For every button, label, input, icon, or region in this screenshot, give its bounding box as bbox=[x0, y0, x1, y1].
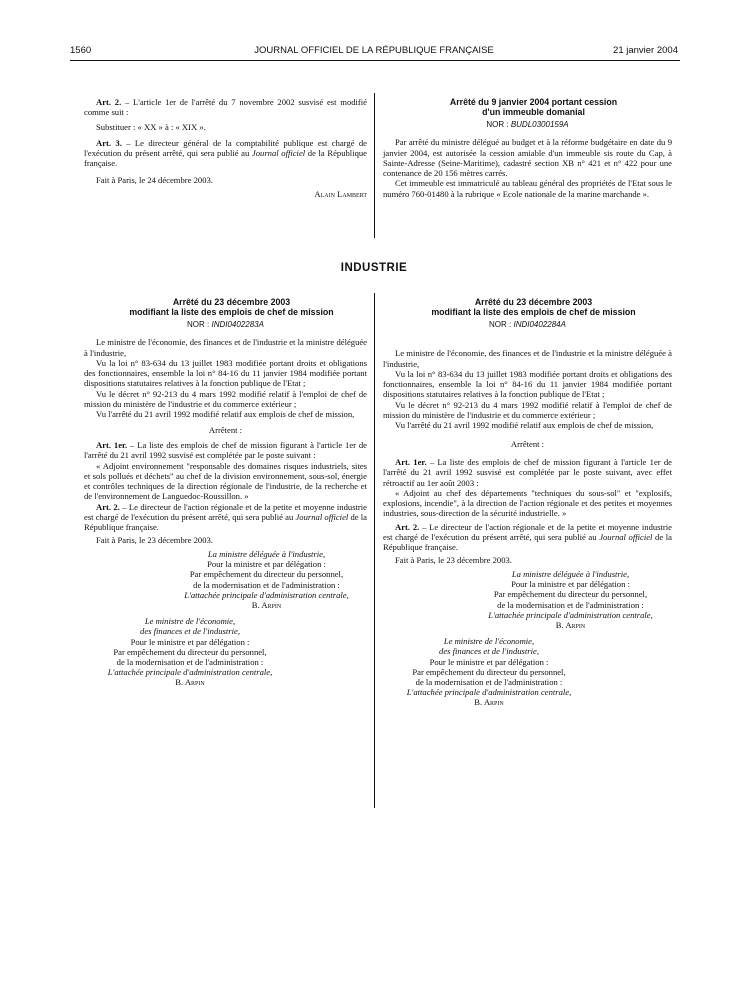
article-2-paragraph: Art. 2. – Le directeur de l'action régionale et de la petite et moyenne industrie est chargé de l'exécution du présent arrêté, qui sera publié au Journal officiel de la République française. bbox=[383, 521, 672, 553]
nor-reference: NOR : INDI0402283A bbox=[187, 320, 264, 329]
signature: B. Arpin bbox=[474, 697, 504, 708]
article-1-paragraph: Art. 1er. – La liste des emplois de chef de mission figurant à l'article 1er de l'arrêté du 21 avril 1992 susvisé est complétée par le poste suivant : bbox=[84, 439, 367, 461]
top-left-column bbox=[84, 97, 367, 199]
header-rule bbox=[70, 60, 680, 61]
nor-reference: NOR : BUDL0300159A bbox=[486, 120, 569, 129]
issue-date: 21 janvier 2004 bbox=[613, 45, 678, 56]
journal-title: JOURNAL OFFICIEL DE LA RÉPUBLIQUE FRANÇAISE bbox=[254, 45, 494, 56]
signature-block-1: La ministre déléguée à l'industrie, Pour la ministre et par délégation : Par empêchement du directeur du personnel, de la modernisation et de l'administration : L'attachée principale d'administration centrale, B. Arpin bbox=[457, 569, 672, 630]
signature: B. Arpin bbox=[251, 599, 282, 610]
signature: B. Arpin bbox=[175, 677, 205, 688]
nor-reference: NOR : INDI0402284A bbox=[489, 320, 566, 329]
arrete-title: Arrêté du 9 janvier 2004 portant cession bbox=[449, 97, 618, 107]
article-1-paragraph: Art. 1er. – La liste des emplois de chef de mission figurant à l'article 1er de l'arrêté du 21 avril 1992 susvisé est complétée par le poste suivant, avec effet rétroactif au 1er août 2003 : bbox=[383, 456, 673, 488]
body-paragraph: Cet immeuble est immatriculé au tableau général des propriétés de l'Etat sous le numéro 760-01480 à la rubrique « Ecole nationale de la marine marchande ». bbox=[383, 178, 672, 199]
signature-block-2: Le ministre de l'économie, des finances et de l'industrie, Pour le ministre et par délégation : Par empêchement du directeur du personnel, de la modernisation et de l'administration : L'attachée principale d'administration centrale, B. Arpin bbox=[84, 616, 284, 687]
signature: B. Arpin bbox=[555, 619, 586, 630]
article-1-quote: « Adjoint au chef des départements "techniques du sous-sol" et "explosifs, explosions, incendie", à la direction de l'action régionale et des petites et moyennes industries, sous-direction de la sécurité industrielle. » bbox=[383, 487, 672, 519]
column-divider bbox=[374, 93, 375, 238]
arretent: Arrêtent : bbox=[510, 438, 545, 449]
fait-a-paris: Fait à Paris, le 23 décembre 2003. bbox=[395, 554, 512, 565]
article-2-paragraph: Art. 2. – L'article 1er de l'arrêté du 7 novembre 2002 susvisé est modifié comme suit : bbox=[84, 97, 367, 118]
section-title: INDUSTRIE bbox=[340, 262, 408, 274]
page-number: 1560 bbox=[70, 45, 92, 56]
article-3-paragraph: Art. 3. – Le directeur général de la comptabilité publique est chargé de l'exécution du présent arrêté, qui sera publié au Journal officiel de la République française. bbox=[84, 137, 367, 169]
article-2-paragraph: Art. 2. – Le directeur de l'action régionale et de la petite et moyenne industrie est chargé de l'exécution du présent arrêté, qui sera publié au Journal officiel de la République française. bbox=[84, 501, 367, 533]
signature-block-2: Le ministre de l'économie, des finances et de l'industrie, Pour le ministre et par délégation : Par empêchement du directeur du personnel, de la modernisation et de l'administration : L'attachée principale d'administration centrale, B. Arpin bbox=[383, 636, 583, 707]
column-divider bbox=[374, 293, 375, 808]
top-right-column: Arrêté du 9 janvier 2004 portant cession d'un immeuble domanial NOR : BUDL0300159A Par arrêté du ministre délégué au budget et à la réforme budgétaire en date du 9 janvier 2004, est autorisée la cession amiable d'un immeuble sis route du Cap, à Sainte-Adresse (Seine-Maritime), cadastré section XB n° 421 et n° 422 pour une contenance de 20 156 mètres carrés. Cet immeuble est immatriculé au tableau général des propriétés de l'Etat sous le numéro 760-01480 à la rubrique « Ecole nationale de la marine marchande ». bbox=[383, 97, 672, 199]
signature-block-1: La ministre déléguée à l'industrie, Pour la ministre et par délégation : Par empêchement du directeur du personnel, de la modernisation et de l'administration : L'attachée principale d'administration centrale, B. Arpin bbox=[154, 549, 367, 610]
signature: Alain Lambert bbox=[314, 189, 367, 200]
fait-a-paris: Fait à Paris, le 23 décembre 2003. bbox=[96, 534, 213, 545]
arrete-title: Arrêté du 23 décembre 2003 bbox=[474, 297, 593, 307]
right-arrete: Arrêté du 23 décembre 2003 modifiant la liste des emplois de chef de mission NOR : INDI0402284A Le ministre de l'économie, des finances et de l'industrie et la ministre déléguée à l'industrie, Vu la loi n° 83-634 du 13 juillet 1983 modifiée portant droits et obligations des fonctionnaires, ensemble la loi n° 84-16 du 11 janvier 1984 modifiée portant dispositions statutaires relatives à la fonction publique de l'Etat ; Vu le décret n° 92-213 du 4 mars 1992 modifié relatif à l'emploi de chef de mission du ministère de l'industrie et du commerce extérieur ; Vu l'arrêté du 21 avril 1992 modifié relatif aux emplois de chef de mission, Arrêtent : Art. 1er. – La liste des emplois de chef de mission figurant à l'article 1er de l'arrêté du 21 avril 1992 susvisé est complétée par le poste suivant, avec effet rétroactif au 1er août 2003 : « Adjoint au chef des départements "techniques du sous-sol" et "explosifs, explosions, incendie", à la direction de l'action régionale et des petites et moyennes industries, sous-direction de la sécurité industrielle. » Art. 2. – Le directeur de l'action régionale et de la petite et moyenne industrie est chargé de l'exécution du présent arrêté, qui sera publié au Journal officiel de la République française. Fait à Paris, le 23 décembre 2003. La ministre déléguée à l'industrie, Pour la ministre et par délégation : Par empêchement du directeur du personnel, de la modernisation et de l'administration : L'attachée principale d'administration centrale, B. Arpin Le ministre de l'économie, des finances et de l'industrie, Pour le ministre et par délégation : Par empêchement du directeur du personnel, de la modernisation et de l'administration : L'attachée principale d'administration centrale, B. Arpin bbox=[383, 297, 673, 708]
body-paragraph: Par arrêté du ministre délégué au budget et à la réforme budgétaire en date du 9 janvier 2004, est autorisée la cession amiable d'un immeuble sis route du Cap, à Sainte-Adresse (Seine-Maritime), cadastré section XB n° 421 et n° 422 pour une contenance de 20 156 mètres carrés. bbox=[383, 137, 672, 179]
left-arrete: Arrêté du 23 décembre 2003 modifiant la liste des emplois de chef de mission NOR : INDI0402283A Le ministre de l'économie, des finances et de l'industrie et la ministre déléguée à l'industrie, Vu la loi n° 83-634 du 13 juillet 1983 modifiée portant droits et obligations des fonctionnaires, ensemble la loi n° 84-16 du 11 janvier 1984 modifiée portant dispositions statutaires relatives à la fonction publique de l'Etat ; Vu le décret n° 92-213 du 4 mars 1992 modifié relatif à l'emploi de chef de mission du ministère de l'industrie et du commerce extérieur ; Vu l'arrêté du 21 avril 1992 modifié relatif aux emplois de chef de mission, Arrêtent : Art. 1er. – La liste des emplois de chef de mission figurant à l'article 1er de l'arrêté du 21 avril 1992 susvisé est complétée par le poste suivant : « Adjoint environnement "responsable des domaines risques industriels, sites et sols pollués et déchets" au chef de la division environnement, sous-sol, énergie et contrôles techniques de la direction régionale de l'industrie, de la recherche et de l'environnement de Languedoc-Roussillon. » Art. 2. – Le directeur de l'action régionale et de la petite et moyenne industrie est chargé de l'exécution du présent arrêté, qui sera publié au Journal officiel de la République française. Fait à Paris, le 23 décembre 2003. La ministre déléguée à l'industrie, Pour la ministre et par délégation : Par empêchement du directeur du personnel, de la modernisation et de l'administration : L'attachée principale d'administration centrale, B. Arpin Le ministre de l'économie, des finances et de l'industrie, Pour le ministre et par délégation : Par empêchement du directeur du personnel, de la modernisation et de l'administration : L'attachée principale d'administration centrale, B. Arpin bbox=[84, 297, 367, 688]
substitution-line: Substituer : « XX » à : « XIX ». bbox=[96, 121, 206, 132]
article-1-quote: « Adjoint environnement "responsable des domaines risques industriels, sites et sols pollués et déchets" au chef de la division environnement, sous-sol, énergie et contrôles techniques de la direction régionale de l'industrie, de la recherche et de l'environnement de Languedoc-Roussillon. » bbox=[84, 460, 367, 502]
fait-a-paris: Fait à Paris, le 24 décembre 2003. bbox=[96, 174, 213, 185]
article-label: Art. 2. bbox=[96, 97, 122, 107]
arrete-title: Arrêté du 23 décembre 2003 bbox=[172, 297, 291, 307]
arretent: Arrêtent : bbox=[208, 424, 243, 435]
